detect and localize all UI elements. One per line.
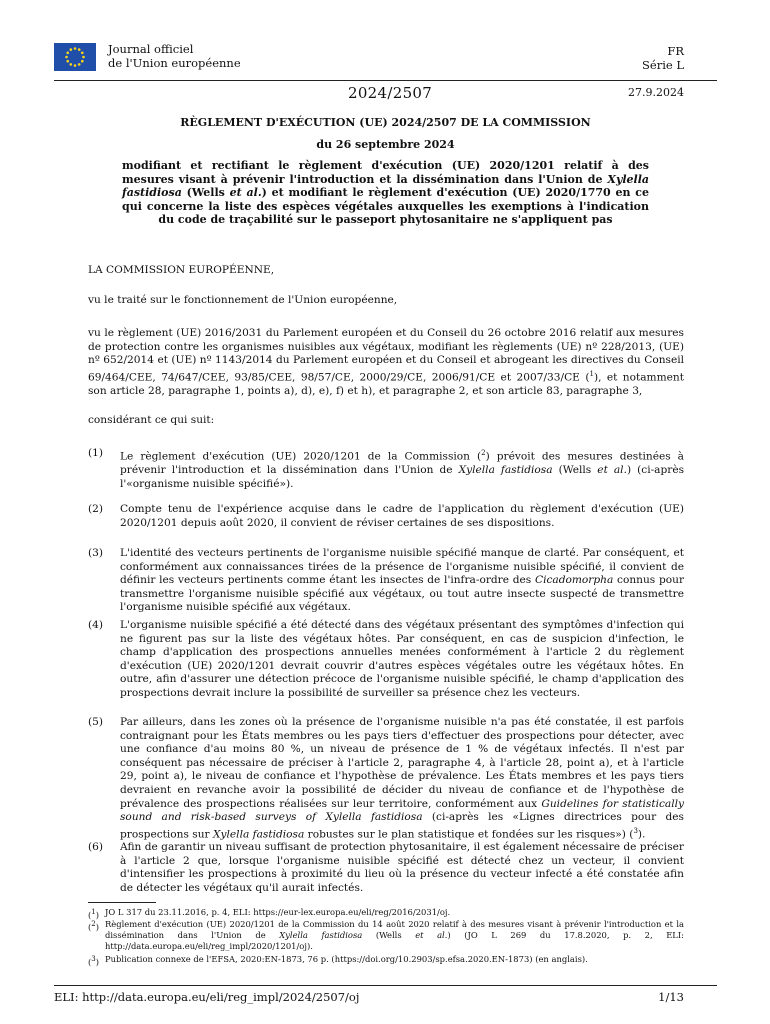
recital-1-text-a: Le règlement d'exécution (UE) 2020/1201 de la Commission ( [120,450,482,463]
footnote-number: ($^1$) [88,908,100,920]
footnote-number: ($^3$) [88,955,100,967]
page-number: 1/13 [658,990,684,1004]
footnote-3-num: 3 [91,955,96,963]
considering-clause: considérant ce qui suit: [88,414,215,426]
recital-5-text-c: robustes sur le plan statistique et fondées sur les risques») ( [304,828,634,841]
footnote-1-num: 1 [91,908,96,916]
citation-tail: ), et notamment son article 28, paragraphe 1, points a), d), e), f) et h), et paragraphe 2, et son article 83, paragraphe 3, [88,371,684,397]
publication-date: 27.9.2024 [628,86,684,99]
journal-line-1: Journal officiel [108,42,194,56]
footnote-2-text-a: Règlement d'exécution (UE) 2020/1201 de la Commission du 14 août 2020 relatif à des mesures visant à prévenir l'introduction et la dissémination dans l'Union de [105,919,684,940]
recital-1-text-b: ) prévoit des mesures destinées à prévenir l'introduction et la dissémination dans l'Union de [120,450,684,477]
recital-3-text-a: L'identité des vecteurs pertinents de l'organisme nuisible spécifié manque de clarté. Par conséquent, et conformément aux connaissances tirées de la présence de l'organisme nuisible spécifié, il convient de définir les vecteurs pertinents comme étant les insectes de l'infra-ordre des [120,547,684,587]
recital-1-species: Xylella fastidiosa [458,464,553,477]
regulation-citation [88,327,684,399]
series-label: Série L [642,57,684,72]
journal-name [108,43,241,70]
recital-5-species: Xylella fastidiosa [325,811,423,824]
recital-5-guidelines: Guidelines for statistically sound and risk-based surveys of [120,797,684,824]
desc-part-2: (Wells [181,186,230,200]
footnote-3: Publication connexe de l'EFSA, 2020:EN-1873, 76 p. (https://doi.org/10.2903/sp.efsa.2020.EN-1873) (en anglais). [105,954,588,964]
treaty-citation: vu le traité sur le fonctionnement de l'Union européenne, [88,294,398,306]
recital-number: (1) [88,447,104,459]
footer-divider [54,985,717,986]
citation-text: vu le règlement (UE) 2016/2031 du Parlement européen et du Conseil du 26 octobre 2016 relatif aux mesures de protection contre les organismes nuisibles aux végétaux, modifiant les règlements (UE) nº 228/2013, (UE) nº 652/2014 et (UE) nº 1143/2014 du Parlement européen et du Conseil et abrogeant les directives du Conseil 69/464/CEE, 74/647/CEE, 93/85/CEE, 98/57/CE, 2000/29/CE, 2006/91/CE et 2007/33/CE ( [88,327,684,384]
footnote-1: JO L 317 du 23.11.2016, p. 4, ELI: https://eur-lex.europa.eu/eli/reg/2016/2031/oj. [105,907,451,917]
footnote-2-text-c: ) (JO L 269 du 17.8.2020, p. 2, ELI: http://data.europa.eu/eli/reg_impl/2020/1201/oj). [105,930,685,951]
eu-flag-icon [54,43,96,71]
footnote-2 [105,919,684,952]
regulation-description [122,159,649,227]
language-code: FR [667,44,684,58]
footnote-2-num: 2 [91,920,96,928]
recital-number: (4) [88,619,104,631]
recital-4: L'organisme nuisible spécifié a été détecté dans des végétaux présentant des symptômes d'infection qui ne figurent pas sur la liste des végétaux hôtes. Par conséquent, en cas de suspicion d'infection, le champ d'application des prospections annuelles menées conformément à l'article 2 du règlement d'exécution (UE) 2020/1201 devrait couvrir d'autres espèces végétales outre les végétaux hôtes. En outre, afin d'assurer une détection précoce de l'organisme nuisible spécifié, le champ d'application des prospections devrait inclure la possibilité de surveiller sa présence chez les vecteurs. [120,619,684,699]
eli-link[interactable]: ELI: http://data.europa.eu/eli/reg_impl/2024/2507/oj [54,990,360,1004]
footnote-ref-1[interactable]: 1 [589,369,594,378]
desc-part-3: ) et modifiant le règlement d'exécution (UE) 2020/1770 en ce qui concerne la liste des espèces végétales auxquelles les exemptions à l'indication du code de traçabilité sur le passeport phytosanitaire ne s'appliquent pas [122,186,649,227]
recital-5-species-2: Xylella fastidiosa [213,828,305,841]
footnote-number: ($^2$) [88,920,100,932]
recital-1-text-d: ) (ci-après l'«organisme nuisible spécifié»). [120,464,685,490]
recital-3 [120,547,684,615]
desc-species: Xylella fastidiosa [122,172,649,200]
recital-5-text-b: (ci-après les «Lignes directrices pour des prospections sur [120,811,684,841]
recital-5-text-d: ). [637,828,646,841]
series-info [642,45,684,72]
footnote-ref-3[interactable]: 3 [633,826,638,835]
header-divider [54,80,717,81]
recital-number: (2) [88,503,104,515]
recital-number: (3) [88,547,104,559]
recital-1-text-c: (Wells [552,464,598,477]
recital-6: Afin de garantir un niveau suffisant de protection phytosanitaire, il est également nécessaire de préciser à l'article 2 que, lorsque l'organisme nuisible spécifié est détecté chez un vecteur, il convient d'intensifier les prospections à proximité du lieu où la présence du vecteur infecté a été constatée afin de détecter les végétaux qu'il aurait infectés. [120,841,684,894]
recital-3-text-b: connus pour transmettre l'organisme nuisible spécifié aux végétaux, ou tout autre insecte suspecté de transmettre l'organisme nuisible spécifié aux végétaux. [120,574,685,614]
recital-1 [120,447,684,491]
footnote-divider [88,902,156,903]
footnote-2-etal: et al. [415,930,448,940]
regulation-title: RÈGLEMENT D'EXÉCUTION (UE) 2024/2507 DE LA COMMISSION [180,116,591,129]
footnote-2-text-b: (Wells [362,930,416,940]
desc-etal: et al. [229,186,262,200]
recital-number: (5) [88,716,104,728]
recital-2: Compte tenu de l'expérience acquise dans le cadre de l'application du règlement d'exécution (UE) 2020/1201 depuis août 2020, il convient de réviser certaines de ses dispositions. [120,503,684,529]
recital-number: (6) [88,841,104,853]
recital-1-etal: et al. [597,464,627,477]
desc-part-1: modifiant et rectifiant le règlement d'exécution (UE) 2020/1201 relatif à des mesures visant à prévenir l'introduction et la dissémination dans l'Union de [122,159,649,186]
recital-3-taxon: Cicadomorpha [534,574,614,587]
journal-line-2: de l'Union européenne [108,55,241,70]
commission-heading: LA COMMISSION EUROPÉENNE, [88,264,275,276]
footnote-ref-2[interactable]: 2 [481,449,486,457]
document-number: 2024/2507 [348,84,433,102]
recital-5-text-a: Par ailleurs, dans les zones où la présence de l'organisme nuisible n'a pas été constatée, il est parfois contraignant pour les États membres ou les pays tiers d'effectuer des prospections pour détecter, avec une confiance d'au moins 80 %, un niveau de présence de 1 % de végétaux infectés. Il n'est par conséquent pas nécessaire de préciser à l'article 2, paragraphe 4, à l'article 28, point a), et à l'article 29, point a), le niveau de confiance et l'hypothèse de prévalence. Les États membres et les pays tiers devraient en revanche avoir la possibilité de décider du niveau de confiance et de l'hypothèse de prévalence des prospections réalisées sur leur territoire, conformément aux [120,716,684,810]
recital-5 [120,716,684,842]
footnote-2-species: Xylella fastidiosa [279,930,363,940]
regulation-date: du 26 septembre 2024 [316,138,455,151]
